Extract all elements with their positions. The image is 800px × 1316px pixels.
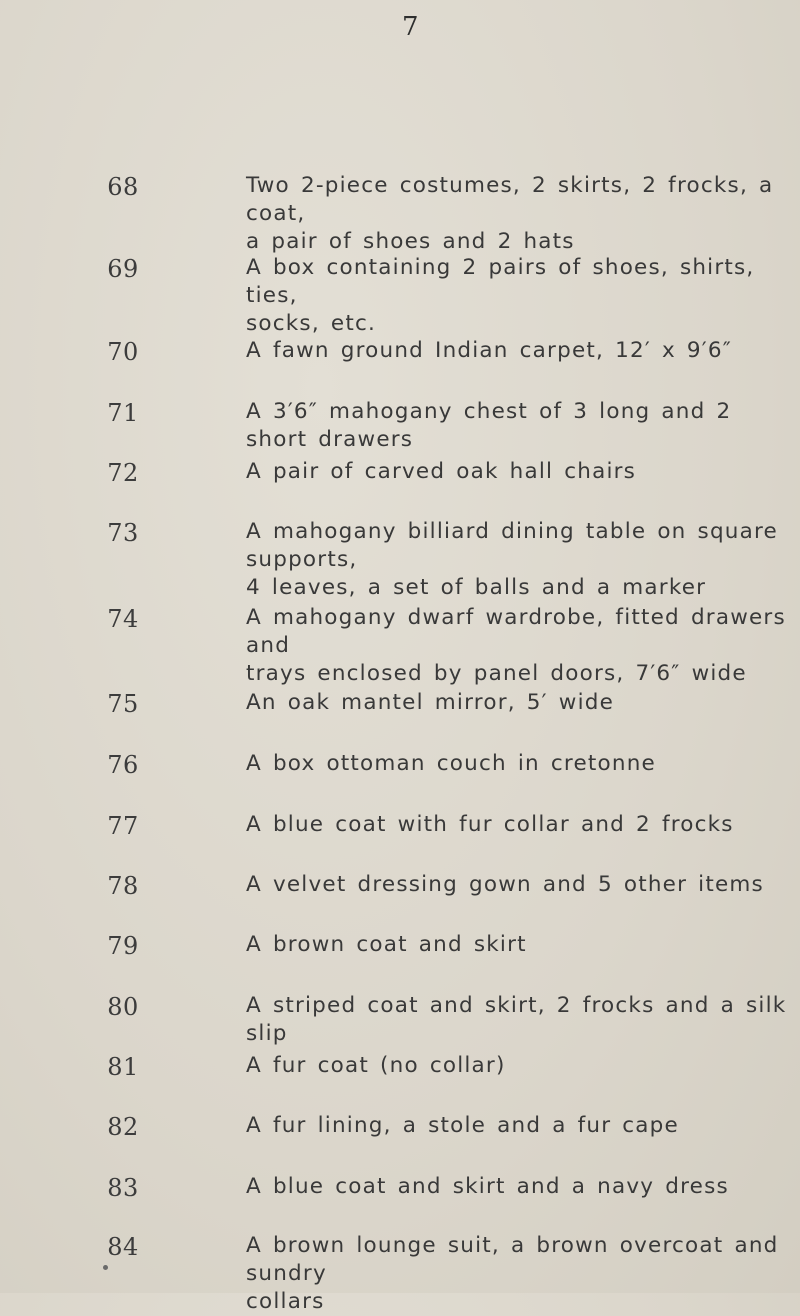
lot-number: 68 (107, 173, 139, 201)
paper-speck (103, 1265, 108, 1270)
lot-description: A fawn ground Indian carpet, 12′ x 9′6″ (246, 338, 732, 363)
lot-number: 69 (107, 255, 139, 283)
lot-description: A fur coat (no collar) (246, 1053, 506, 1078)
lot-number: 78 (107, 872, 139, 900)
lot-number: 71 (107, 399, 139, 427)
lot-description: A brown coat and skirt (246, 932, 527, 957)
lot-description: A box containing 2 pairs of shoes, shirts, ties, socks, etc. (246, 255, 755, 336)
lot-number: 73 (107, 519, 139, 547)
lot-description: Two 2-piece costumes, 2 skirts, 2 frocks, a coat, a pair of shoes and 2 hats (246, 173, 774, 254)
page-number: 7 (402, 12, 419, 42)
lot-number: 83 (107, 1174, 139, 1202)
lot-number: 72 (107, 459, 139, 487)
lot-description: A blue coat with fur collar and 2 frocks (246, 812, 734, 837)
lot-number: 81 (107, 1053, 139, 1081)
lot-description: A box ottoman couch in cretonne (246, 751, 656, 776)
lot-number: 76 (107, 751, 139, 779)
lot-description: A mahogany dwarf wardrobe, fitted drawers and trays enclosed by panel doors, 7′6″ wide (246, 605, 786, 686)
lot-number: 80 (107, 993, 139, 1021)
lot-number: 84 (107, 1233, 139, 1261)
lot-description: A velvet dressing gown and 5 other items (246, 872, 764, 897)
lot-description: A striped coat and skirt, 2 frocks and a silk slip (246, 993, 787, 1046)
lot-number: 77 (107, 812, 139, 840)
lot-number: 75 (107, 690, 139, 718)
lot-description: A blue coat and skirt and a navy dress (246, 1174, 729, 1199)
lot-number: 74 (107, 605, 139, 633)
lot-description: A brown lounge suit, a brown overcoat and sundry collars (246, 1233, 779, 1314)
lot-description: An oak mantel mirror, 5′ wide (246, 690, 615, 715)
lot-description: A mahogany billiard dining table on square supports, 4 leaves, a set of balls and a marker (246, 519, 778, 600)
lot-number: 79 (107, 932, 139, 960)
lot-number: 82 (107, 1113, 139, 1141)
lot-description: A 3′6″ mahogany chest of 3 long and 2 short drawers (246, 399, 732, 452)
lot-number: 70 (107, 338, 139, 366)
lot-description: A pair of carved oak hall chairs (246, 459, 637, 484)
lot-description: A fur lining, a stole and a fur cape (246, 1113, 679, 1138)
